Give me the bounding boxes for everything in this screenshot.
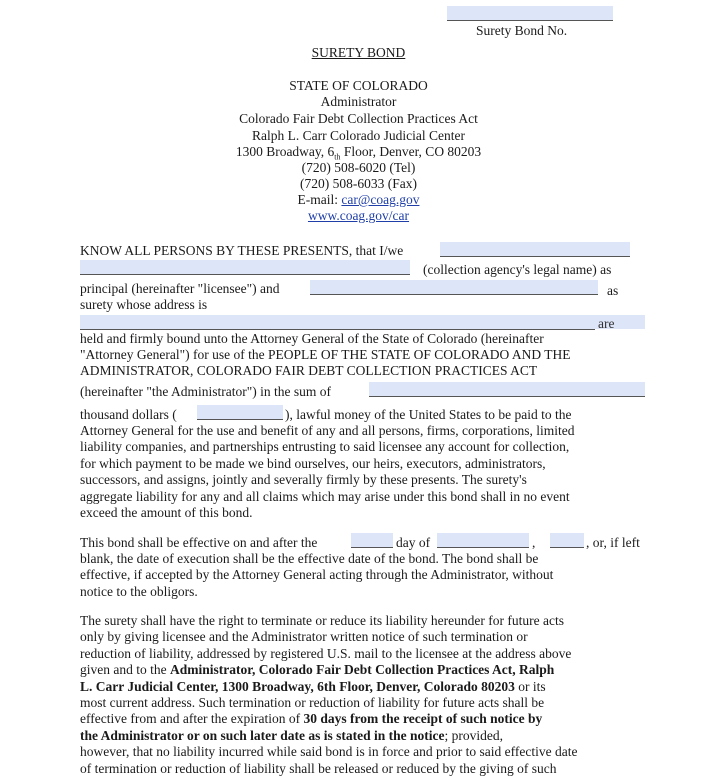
header-act: Colorado Fair Debt Collection Practices Act: [239, 111, 478, 126]
legal-name-label: (collection agency's legal name) as: [423, 262, 612, 277]
sum-number-field[interactable]: [197, 405, 283, 420]
effective-text: This bond shall be effective on and after the: [80, 535, 318, 550]
money-line: for which payment to be made we bind ourselves, our heirs, executors, administrators,: [80, 455, 546, 471]
termination-line: L. Carr Judicial Center, 1300 Broadway, 6th Floor, Denver, Colorado 80203 or its: [80, 678, 546, 694]
termination-line: the Administrator or on such later date as is stated in the notice; provided,: [80, 727, 503, 743]
money-line: liability companies, and partnerships entrusting to said licensee any account for collection,: [80, 439, 570, 455]
bond-number-field[interactable]: [447, 6, 613, 21]
header-role: Administrator: [320, 94, 397, 109]
effective-line: notice to the obligors.: [80, 583, 198, 599]
money-line: exceed the amount of this bond.: [80, 505, 253, 521]
termination-line: however, that no liability incurred while said bond is in force and prior to said effective date: [80, 744, 578, 760]
legal-name-field[interactable]: [80, 260, 410, 275]
know-all-text: KNOW ALL PERSONS BY THESE PRESENTS, that I/we: [80, 243, 404, 258]
effective-line: effective, if accepted by the Attorney General acting through the Administrator, without: [80, 567, 554, 583]
thousand-text: thousand dollars (: [80, 407, 177, 422]
termination-line: given and to the Administrator, Colorado Fair Debt Collection Practices Act, Ralph: [80, 662, 555, 678]
money-line: successors, and assigns, jointly and severally firmly by these presents. The surety's: [80, 472, 527, 488]
termination-line: The surety shall have the right to terminate or reduce its liability hereunder for future acts: [80, 613, 564, 628]
or-if-left-text: , or, if left: [586, 535, 640, 550]
header-state: STATE OF COLORADO: [289, 78, 428, 93]
money-line: Attorney General for the use and benefit of any and all persons, firms, corporations, limited: [80, 423, 575, 438]
surety-name-field[interactable]: [310, 280, 598, 295]
effective-line: blank, the date of execution shall be the effective date of the bond. The bond shall be: [80, 551, 539, 566]
termination-line: only by giving licensee and the Administrator written notice of such termination or: [80, 629, 528, 645]
header-email: E-mail: car@coag.gov: [297, 192, 420, 207]
termination-line: most current address. Such termination or reduction of liability for future acts shall be: [80, 695, 545, 711]
document-title: SURETY BOND: [311, 45, 406, 60]
are-text: are: [598, 316, 615, 331]
header-tel: (720) 508-6020 (Tel): [301, 160, 416, 175]
header-building: Ralph L. Carr Colorado Judicial Center: [252, 128, 465, 143]
termination-line: reduction of liability, addressed by registered U.S. mail to the licensee at the address above: [80, 645, 572, 661]
principal-text: principal (hereinafter "licensee") and: [80, 281, 280, 296]
bound-line-1: held and firmly bound unto the Attorney General of the State of Colorado (hereinafter: [80, 331, 544, 346]
surety-address-text: surety whose address is: [80, 297, 208, 312]
effective-month-field[interactable]: [437, 533, 529, 548]
sum-words-field[interactable]: [369, 382, 645, 397]
header-fax: (720) 508-6033 (Fax): [300, 176, 417, 191]
as-text: as: [607, 283, 619, 298]
termination-paragraph: [80, 613, 660, 777]
header-address: 1300 Broadway, $6_{th}$ Floor, Denver, CO 80203: [235, 144, 482, 162]
bound-line-2: "Attorney General") for use of the PEOPLE OF THE STATE OF COLORADO AND THE: [80, 347, 571, 362]
website-link[interactable]: www.coag.gov/car: [307, 208, 410, 223]
licensee-name-field[interactable]: [440, 242, 630, 257]
effective-paragraph: [80, 551, 648, 600]
termination-line: effective from and after the expiration of 30 days from the receipt of such notice by: [80, 711, 543, 727]
sum-label: (hereinafter "the Administrator") in the sum of: [80, 384, 331, 399]
email-link[interactable]: car@coag.gov: [341, 192, 420, 207]
bond-number-label: Surety Bond No.: [476, 23, 568, 38]
bound-line-3: ADMINISTRATOR, COLORADO FAIR DEBT COLLECTION PRACTICES ACT: [80, 363, 538, 378]
effective-year-field[interactable]: [550, 533, 584, 548]
header-website: [0, 208, 717, 224]
surety-address-field[interactable]: [80, 315, 595, 330]
money-text: ), lawful money of the United States to be paid to the: [285, 407, 572, 422]
day-of-text: day of: [396, 535, 431, 550]
effective-day-field[interactable]: [351, 533, 393, 548]
termination-line: of termination or reduction of liability shall be released or reduced by the giving of such: [80, 760, 557, 776]
comma-text: ,: [532, 535, 536, 550]
money-line: aggregate liability for any and all claims which may arise under this bond shall in no event: [80, 488, 570, 504]
money-paragraph: [80, 423, 648, 521]
